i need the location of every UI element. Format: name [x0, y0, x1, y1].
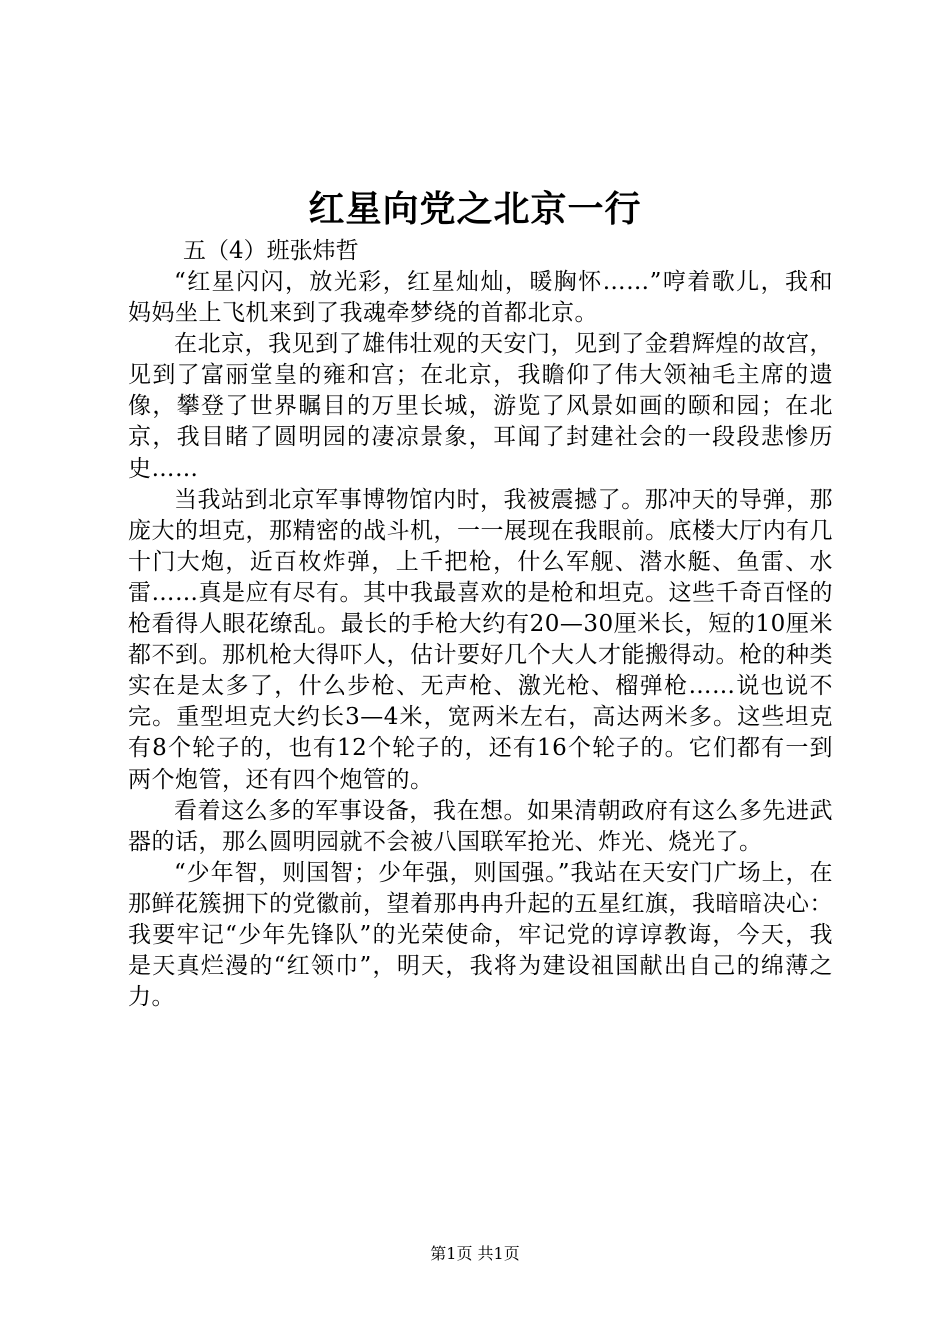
- document-body: [128, 267, 833, 1013]
- paragraph: “红星闪闪，放光彩，红星灿灿，暖胸怀……”哼着歌儿，我和妈妈坐上飞机来到了我魂牵梦绕的首都北京。: [128, 269, 833, 327]
- document-title: 红星向党之北京一行: [308, 188, 642, 230]
- page-footer: 第1页 共1页: [430, 1244, 520, 1263]
- paragraph: 看着这么多的军事设备，我在想。如果清朝政府有这么多先进武器的话，那么圆明园就不会被八国联军抢光、炸光、烧光了。: [128, 797, 833, 855]
- paragraph: 在北京，我见到了雄伟壮观的天安门，见到了金碧辉煌的故宫，见到了富丽堂皇的雍和宫；在北京，我瞻仰了伟大领袖毛主席的遗像，攀登了世界瞩目的万里长城，游览了风景如画的颐和园；在北京，我目睹了圆明园的凄凉景象，耳闻了封建社会的一段段悲惨历史……: [128, 331, 833, 482]
- paragraph: 当我站到北京军事博物馆内时，我被震撼了。那冲天的导弹，那庞大的坦克，那精密的战斗机，一一展现在我眼前。底楼大厅内有几十门大炮，近百枚炸弹，上千把枪，什么军舰、潜水艇、鱼雷、水雷……真是应有尽有。其中我最喜欢的是枪和坦克。这些千奇百怪的枪看得人眼花缭乱。最长的手枪大约有20—30厘米长，短的10厘米都不到。那机枪大得吓人，估计要好几个大人才能搬得动。枪的种类实在是太多了，什么步枪、无声枪、激光枪、榴弹枪……说也说不完。重型坦克大约长3—4米，宽两米左右，高达两米多。这些坦克有8个轮子的，也有12个轮子的，还有16个轮子的。它们都有一到两个炮管，还有四个炮管的。: [128, 486, 833, 793]
- author-line: 五（4）班张炜哲: [183, 238, 359, 264]
- paragraph: “少年智，则国智；少年强，则国强。”我站在天安门广场上，在那鲜花簇拥下的党徽前，望着那冉冉升起的五星红旗，我暗暗决心：我要牢记“少年先锋队”的光荣使命，牢记党的谆谆教诲，今天，我是天真烂漫的“红领巾”，明天，我将为建设祖国献出自己的绵薄之力。: [128, 859, 833, 1011]
